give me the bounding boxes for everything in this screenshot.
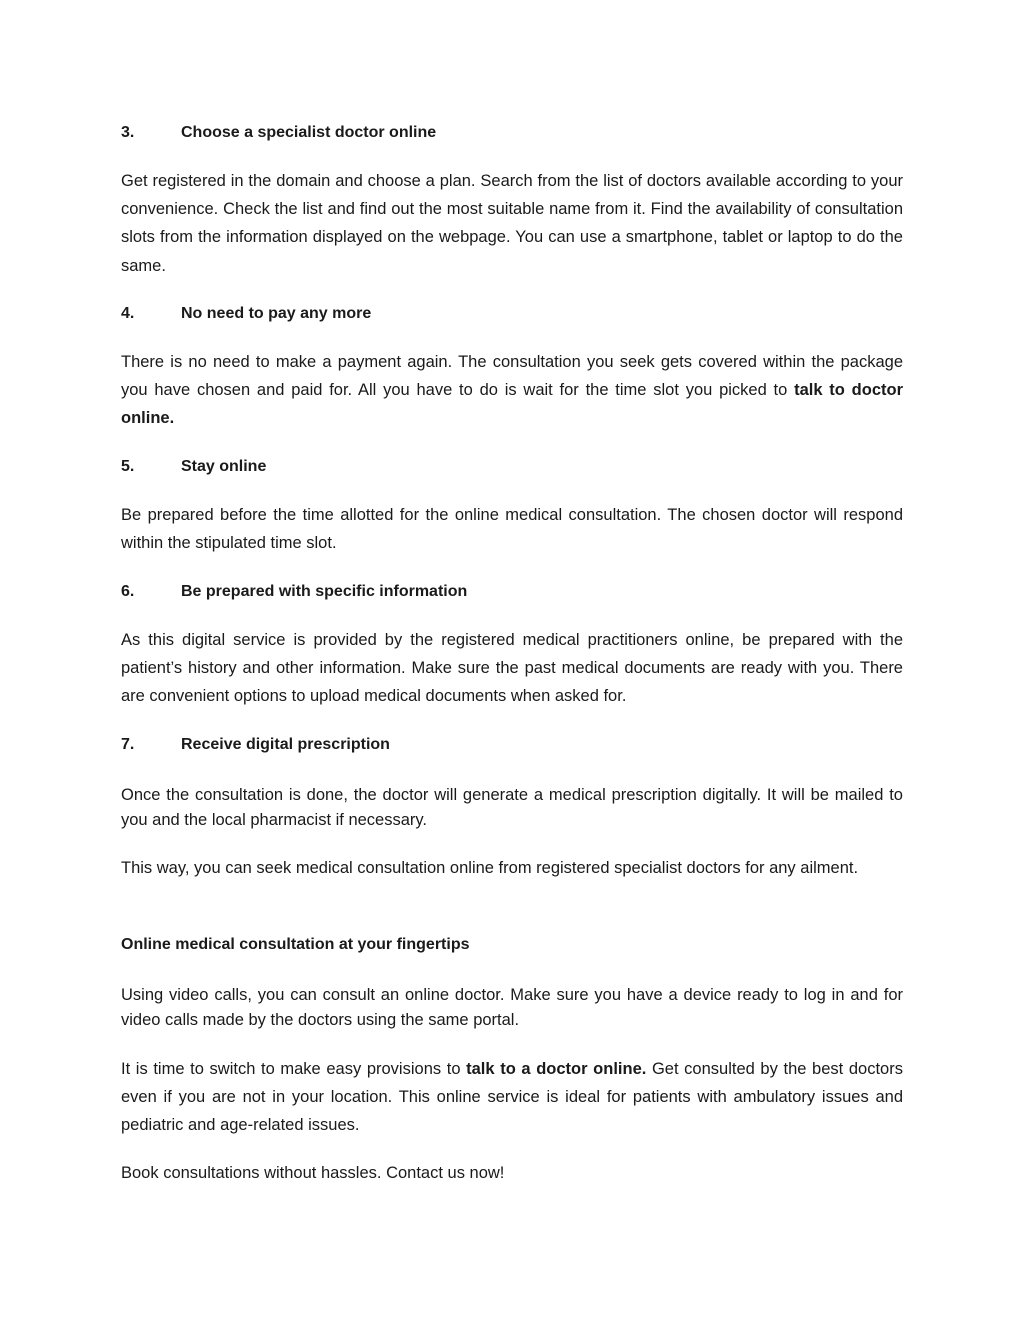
section-3-heading [121, 122, 903, 144]
section-4-paragraph [121, 348, 903, 433]
section-title: Receive digital prescription [181, 736, 390, 753]
document-page [121, 0, 903, 1325]
closing-paragraph: This way, you can seek medical consultation online from registered specialist doctors for any ailment. [121, 859, 859, 877]
section-4-heading [121, 303, 903, 325]
section-title: No need to pay any more [181, 305, 372, 322]
section-6-paragraph: As this digital service is provided by the registered medical practitioners online, be prepared with the patient’s history and other information. Make sure the past medical documents are ready with you. There are convenient options to upload medical documents when asked for. [121, 631, 903, 706]
section-number: 7. [121, 736, 135, 753]
call-to-action-line: Book consultations without hassles. Contact us now! [121, 1164, 505, 1182]
video-calls-paragraph: Using video calls, you can consult an online doctor. Make sure you have a device ready to log in and for video calls made by the doctors using the same portal. [121, 986, 903, 1029]
section-number: 6. [121, 583, 135, 600]
switch-paragraph [121, 1055, 903, 1140]
section-number: 4. [121, 305, 135, 322]
fingertips-subheading: Online medical consultation at your fingertips [121, 936, 470, 953]
section-title: Be prepared with specific information [181, 583, 468, 600]
section-5-heading [121, 456, 903, 478]
paragraph-text: It is time to switch to make easy provisions to [121, 1060, 467, 1078]
paragraph-text: Get consulted by the best doctors even if you are not in your location. This online service is ideal for patients with ambulatory issues and pediatric and age-related issues. [121, 1060, 903, 1135]
keyword-talk-to-a-doctor-online: talk to a doctor online. [466, 1060, 647, 1078]
section-number: 3. [121, 124, 135, 141]
section-5-paragraph: Be prepared before the time allotted for the online medical consultation. The chosen doctor will respond within the stipulated time slot. [121, 506, 903, 553]
section-title: Stay online [181, 458, 267, 475]
paragraph-text: There is no need to make a payment again. The consultation you seek gets covered within the package you have chosen and paid for. All you have to do is wait for the time slot you picked to [121, 353, 903, 400]
section-3-paragraph: Get registered in the domain and choose a plan. Search from the list of doctors available according to your convenience. Check the list and find out the most suitable name from it. Find the availability of consultation slots from the information displayed on the webpage. You can use a smartphone, tablet or laptop to do the same. [121, 172, 903, 275]
section-number: 5. [121, 458, 135, 475]
section-title: Choose a specialist doctor online [181, 124, 437, 141]
section-7-heading [121, 734, 903, 756]
keyword-talk-to-doctor-online: talk to doctor online. [121, 381, 903, 428]
section-7-paragraph: Once the consultation is done, the doctor will generate a medical prescription digitally. It will be mailed to you and the local pharmacist if necessary. [121, 786, 903, 829]
section-6-heading [121, 581, 903, 603]
